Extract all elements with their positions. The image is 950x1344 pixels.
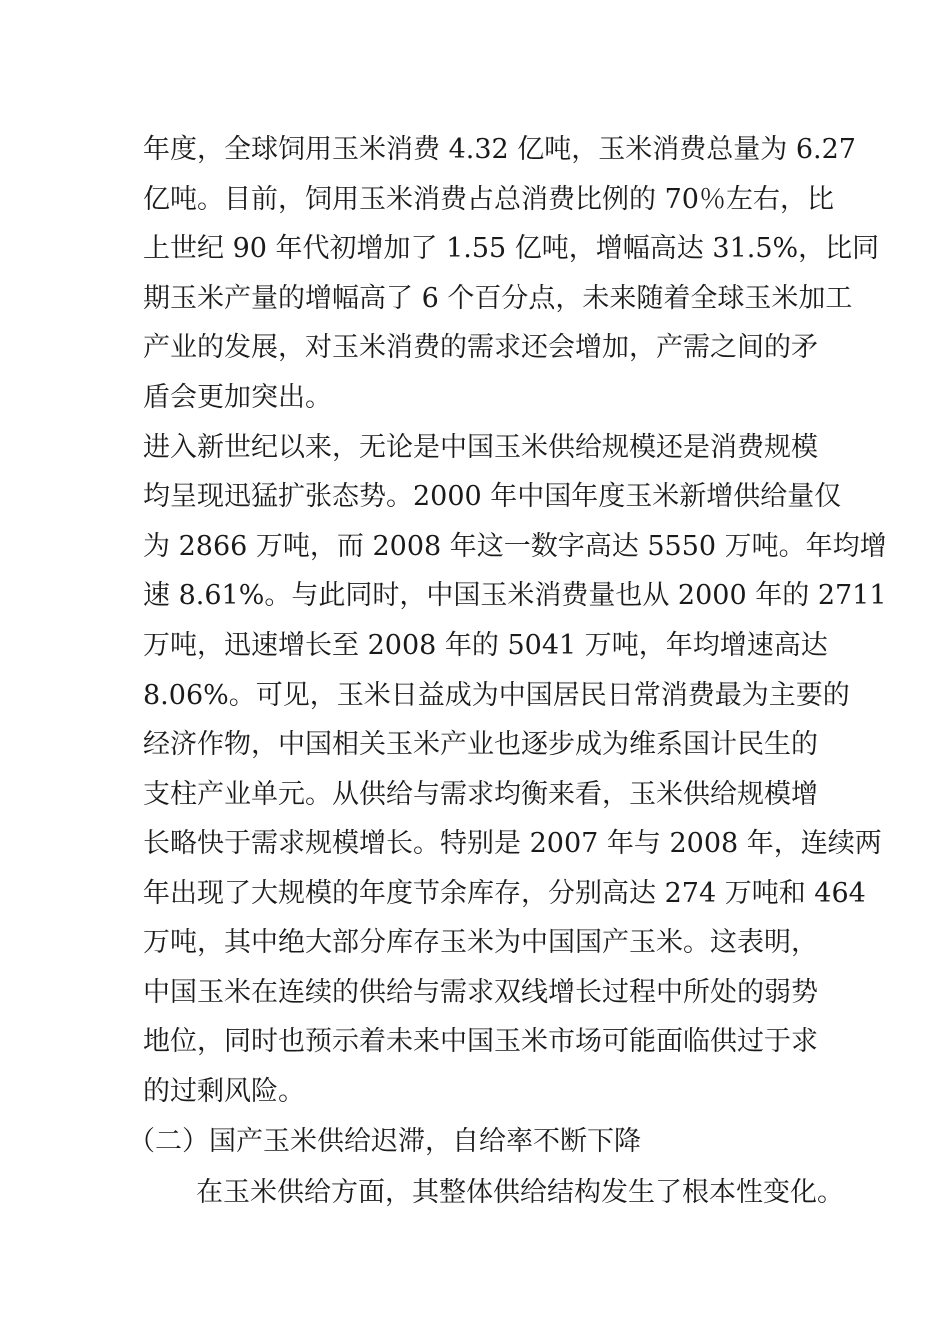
text-line: 地位，同时也预示着未来中国玉米市场可能面临供过于求 xyxy=(143,1026,818,1057)
text-line: 为 2866 万吨，而 2008 年这一数字高达 5550 万吨。年均增 xyxy=(143,531,887,562)
text-line: 亿吨。目前，饲用玉米消费占总消费比例的 70％左右，比 xyxy=(143,184,834,215)
text-line: 产业的发展，对玉米消费的需求还会增加，产需之间的矛 xyxy=(143,332,818,363)
text-line: 盾会更加突出。 xyxy=(143,382,332,413)
text-line: 8.06%。可见，玉米日益成为中国居民日常消费最为主要的 xyxy=(143,680,850,711)
text-line: 进入新世纪以来，无论是中国玉米供给规模还是消费规模 xyxy=(143,432,818,463)
section-heading: （二）国产玉米供给迟滞，自给率不断下降 xyxy=(128,1126,641,1157)
text-line: 均呈现迅猛扩张态势。2000 年中国年度玉米新增供给量仅 xyxy=(143,481,842,512)
text-line: 年出现了大规模的年度节余库存，分别高达 274 万吨和 464 xyxy=(143,878,866,909)
text-line: 期玉米产量的增幅高了 6 个百分点，未来随着全球玉米加工 xyxy=(143,283,853,314)
text-line: 速 8.61%。与此同时，中国玉米消费量也从 2000 年的 2711 xyxy=(143,580,887,611)
text-line: 中国玉米在连续的供给与需求双线增长过程中所处的弱势 xyxy=(143,977,818,1008)
text-line: 支柱产业单元。从供给与需求均衡来看，玉米供给规模增 xyxy=(143,779,818,810)
text-line: 万吨，其中绝大部分库存玉米为中国国产玉米。这表明， xyxy=(143,927,818,958)
text-line: 年度，全球饲用玉米消费 4.32 亿吨，玉米消费总量为 6.27 xyxy=(143,134,856,165)
paragraph-first-line: 在玉米供给方面，其整体供给结构发生了根本性变化。 xyxy=(196,1177,844,1208)
text-line: 万吨，迅速增长至 2008 年的 5041 万吨，年均增速高达 xyxy=(143,630,828,661)
text-line: 经济作物，中国相关玉米产业也逐步成为维系国计民生的 xyxy=(143,729,818,760)
text-line: 长略快于需求规模增长。特别是 2007 年与 2008 年，连续两 xyxy=(143,828,882,859)
text-line: 的过剩风险。 xyxy=(143,1076,305,1107)
text-line: 上世纪 90 年代初增加了 1.55 亿吨，增幅高达 31.5%，比同 xyxy=(143,233,880,264)
